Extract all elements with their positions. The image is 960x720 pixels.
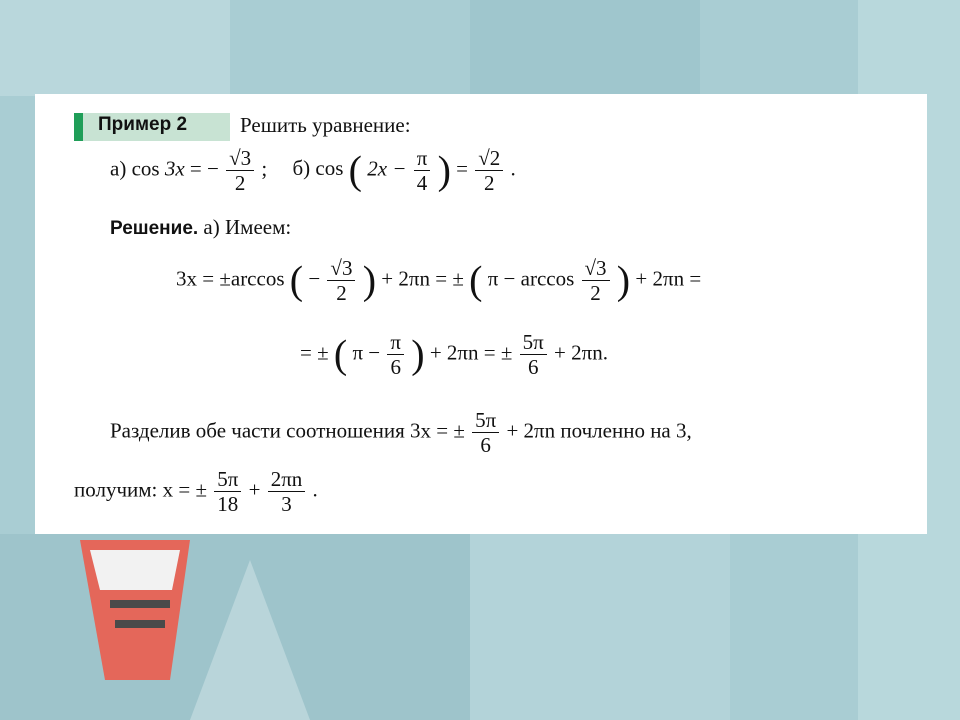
line1-start: 3x = ±arccos [176,266,285,291]
conclusion-line-2 [74,467,318,516]
denominator: 2 [336,281,347,306]
solution-text: а) Имеем: [203,215,292,239]
denominator: 6 [527,355,539,380]
numerator: 5π [214,467,241,492]
numerator: √2 [475,146,503,171]
denominator: 2 [234,171,246,196]
eq-a-eq: = − [189,156,219,181]
numerator: 5π [472,408,499,433]
eq-b-eq: = [456,156,468,181]
denominator: 18 [217,492,239,517]
ship-illustration [60,530,210,700]
end-dot: . [312,477,318,502]
paren-close: ) [437,147,451,193]
paren-open: ( [289,257,304,303]
fraction [414,146,431,195]
conclusion-text-2: + 2πn почленно на 3, [506,418,692,443]
fraction [520,330,547,379]
denominator: 3 [281,492,292,517]
separator: ; [261,156,268,181]
numerator: √3 [327,256,355,281]
fraction [387,330,404,379]
bg-panel [0,0,230,96]
line2-pi: π − [352,340,381,365]
line2-start: = ± [300,340,329,365]
denominator: 4 [416,171,428,196]
paren-open: ( [333,331,348,377]
fraction [214,467,241,516]
numerator: π [414,146,431,171]
line2-mid: + 2πn = ± [429,340,513,365]
eq-a-arg: 3x [164,156,185,181]
line1-pi: π − arccos [487,266,575,291]
fraction [327,256,355,305]
paren-close: ) [616,257,631,303]
end-dot: . [510,156,516,181]
conclusion-text-1: Разделив обе части соотношения 3x = ± [110,418,465,443]
example-tag-bar [74,113,83,141]
denominator: 2 [590,281,601,306]
line1-mid: + 2πn = ± [381,266,464,291]
numerator: π [387,330,404,355]
eq-b-arg: 2x − [367,156,407,181]
bg-panel [470,0,700,96]
example-label: Пример 2 [98,114,188,135]
numerator: √3 [582,256,610,281]
numerator: √3 [226,146,254,171]
denominator: 2 [484,171,495,196]
line1-end: + 2πn = [635,266,702,291]
denominator: 6 [390,355,401,380]
fraction [475,146,503,195]
solution-line-2 [300,330,608,379]
fraction [582,256,610,305]
line1-neg: − [308,266,321,291]
denominator: 6 [480,433,491,458]
line2-end: + 2πn. [554,340,608,365]
solution-line-1 [176,256,701,305]
fraction [226,146,254,195]
paren-close: ) [362,257,377,303]
bg-panel [470,534,730,720]
task-text: Решить уравнение: [240,113,411,137]
paren-open: ( [348,147,362,193]
equation-line [110,146,516,195]
conclusion-line-1 [110,408,692,457]
fraction [268,467,306,516]
plus-sign: + [248,477,261,502]
solution-label: Решение. [110,218,199,239]
eq-b-prefix: б) cos [292,156,344,181]
paren-close: ) [411,331,425,377]
conclusion-text-3: получим: x = ± [74,477,207,502]
paren-open: ( [469,257,483,303]
numerator: 2πn [268,467,306,492]
triangle-decoration [190,560,310,720]
solution-heading [110,215,291,240]
eq-a-prefix: а) cos [110,156,160,181]
numerator: 5π [520,330,547,355]
fraction [472,408,499,457]
